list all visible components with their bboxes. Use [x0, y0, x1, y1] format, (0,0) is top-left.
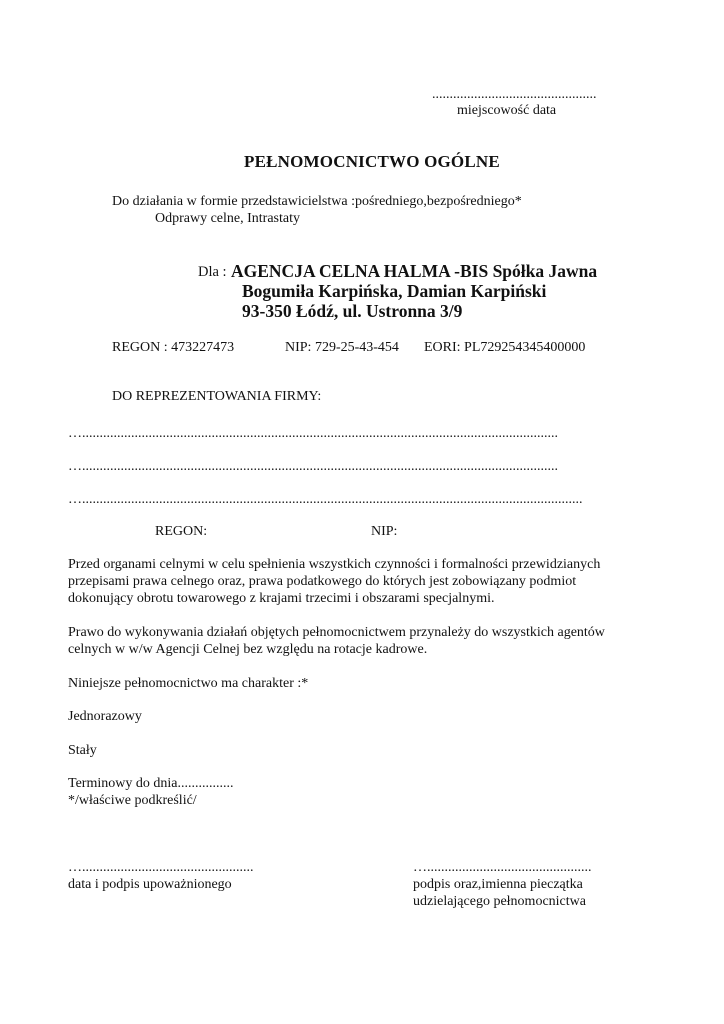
place-date-label: miejscowość data — [457, 103, 557, 118]
paragraph-2-line-1: Prawo do wykonywania działań objętych pełnomocnictwem przynależy do wszystkich agentów — [68, 625, 605, 640]
character-option-permanent: Stały — [68, 743, 97, 758]
character-option-one-time: Jednorazowy — [68, 709, 142, 724]
paragraph-1-line-3: dokonujący obrotu towarowego z krajami trzecimi i obszarami specjalnymi. — [68, 591, 495, 606]
eori-value: EORI: PL729254345400000 — [424, 340, 586, 355]
represent-nip-label: NIP: — [371, 524, 398, 539]
signature-right-label-1: podpis oraz,imienna pieczątka — [413, 877, 583, 892]
recipient-prefix: Dla : — [198, 264, 227, 280]
recipient-company: AGENCJA CELNA HALMA -BIS Spółka Jawna — [231, 261, 598, 281]
represent-heading: DO REPREZENTOWANIA FIRMY: — [112, 389, 322, 404]
scope-line-1: Do działania w formie przedstawicielstwa :pośredniego,bezpośredniego* — [112, 194, 522, 209]
paragraph-1-line-2: przepisami prawa celnego oraz, prawa podatkowego do których jest zobowiązany podmiot — [68, 574, 577, 589]
represent-fill-line-1: …........................................................................................................................................ — [68, 426, 558, 441]
character-note: */właściwe podkreślić/ — [68, 793, 197, 808]
signature-left-dots: …................................................. — [68, 860, 254, 875]
paragraph-1-line-1: Przed organami celnymi w celu spełnienia wszystkich czynności i formalności przewidzianych — [68, 557, 601, 572]
recipient-address: 93-350 Łódź, ul. Ustronna 3/9 — [242, 301, 463, 321]
regon-value: REGON : 473227473 — [112, 340, 235, 355]
represent-fill-line-3: …............................................................................................................................................... — [68, 492, 583, 507]
scope-line-2: Odprawy celne, Intrastaty — [155, 211, 300, 226]
recipient-names: Bogumiła Karpińska, Damian Karpiński — [242, 281, 547, 301]
character-option-term: Terminowy do dnia................ — [68, 776, 234, 791]
nip-value: NIP: 729-25-43-454 — [285, 340, 399, 355]
represent-fill-line-2: …........................................................................................................................................ — [68, 459, 558, 474]
place-date-dots: ............................................... — [432, 87, 597, 102]
signature-right-label-2: udzielającego pełnomocnictwa — [413, 894, 586, 909]
signature-left-label: data i podpis upoważnionego — [68, 877, 232, 892]
represent-regon-label: REGON: — [155, 524, 208, 539]
paragraph-2-line-2: celnych w w/w Agencji Celnej bez względu na rotacje kadrowe. — [68, 642, 428, 657]
document-title: PEŁNOMOCNICTWO OGÓLNE — [244, 152, 500, 171]
signature-right-dots: …............................................... — [413, 860, 592, 875]
character-intro: Niniejsze pełnomocnictwo ma charakter :* — [68, 676, 309, 691]
